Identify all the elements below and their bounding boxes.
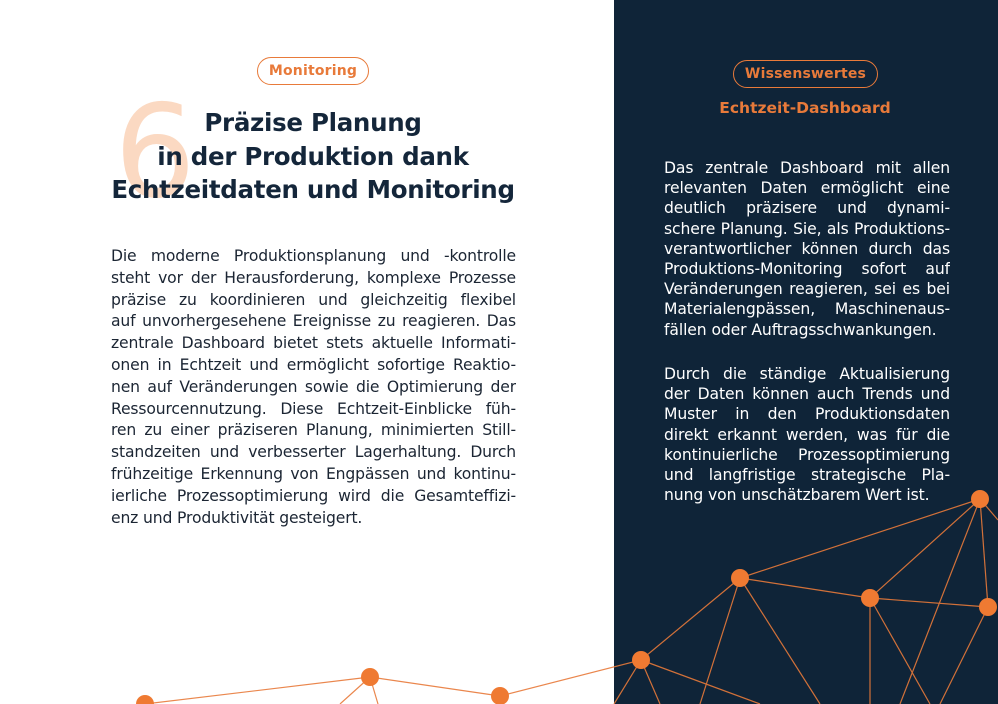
- title-line: Echtzeitdaten und Monitoring: [111, 175, 515, 204]
- section-number: 6: [114, 78, 192, 227]
- sidebar-line: Durch die ständige Aktualisierung: [664, 365, 950, 383]
- sidebar-heading: Echtzeit-Dashboard: [719, 99, 891, 117]
- body-line: ierliche Prozessoptimierung wird die Gesamteffizi-: [111, 486, 516, 505]
- page-title: [100, 106, 526, 207]
- body-line: nen auf Veränderungen sowie die Optimierung der: [111, 377, 516, 396]
- title-line: in der Produktion dank: [157, 141, 469, 171]
- sidebar-paragraph-1: [664, 158, 950, 340]
- sidebar-line: Veränderungen reagieren, sei es bei: [664, 280, 950, 299]
- sidebar-line: direkt erkannt werden, was für die: [664, 425, 950, 444]
- body-line: zentrale Dashboard bietet stets aktuelle Informati-: [111, 334, 516, 353]
- body-line: frühzeitige Erkennung von Engpässen und kontinu-: [111, 464, 516, 483]
- sidebar-line: und langfristige strategische Pla-: [664, 466, 950, 485]
- body-line: enz und Produktivität gesteigert.: [111, 508, 363, 527]
- sidebar-line: fällen oder Auftragsschwankungen.: [664, 320, 937, 339]
- sidebar-line: deutlich präzisere und dynami-: [664, 199, 950, 218]
- main-body-text: [111, 246, 516, 529]
- body-line: standzeiten und verbesserter Lagerhaltung. Durch: [111, 443, 516, 462]
- sidebar-line: Muster in den Produktionsdaten: [664, 405, 950, 424]
- body-line: präzise zu koordinieren und gleichzeitig flexibel: [111, 290, 516, 309]
- sidebar-line: der Daten können auch Trends und: [664, 385, 950, 404]
- sidebar-line: schere Planung. Sie, als Produktions-: [664, 219, 950, 238]
- body-line: Die moderne Produktionsplanung und -kontrolle: [111, 247, 516, 265]
- body-line: auf unvorhergesehene Ereignisse zu reagieren. Das: [111, 312, 516, 331]
- sidebar-paragraph-2: [664, 364, 950, 505]
- sidebar-line: Das zentrale Dashboard mit allen: [664, 159, 950, 177]
- body-line: ren zu einer präziseren Planung, minimierten Still-: [111, 421, 516, 440]
- title-line: Präzise Planung: [204, 108, 422, 137]
- wissenswertes-badge: Wissenswertes: [733, 60, 878, 88]
- sidebar-line: Materialengpässen, Maschinenaus-: [664, 300, 950, 319]
- body-line: Ressourcennutzung. Diese Echtzeit-Einblicke füh-: [111, 399, 516, 418]
- sidebar-line: verantwortlicher können durch das: [664, 239, 950, 258]
- sidebar-line: Produktions-Monitoring sofort auf: [664, 260, 950, 279]
- sidebar-line: nung von unschätzbarem Wert ist.: [664, 486, 930, 505]
- body-line: steht vor der Herausforderung, komplexe Prozesse: [111, 268, 516, 287]
- sidebar-line: kontinuierliche Prozessoptimierung: [664, 445, 950, 464]
- monitoring-badge: Monitoring: [257, 57, 369, 85]
- body-line: onen in Echtzeit und ermöglicht sofortige Reaktio-: [111, 355, 516, 374]
- sidebar-line: relevanten Daten ermöglicht eine: [664, 179, 950, 198]
